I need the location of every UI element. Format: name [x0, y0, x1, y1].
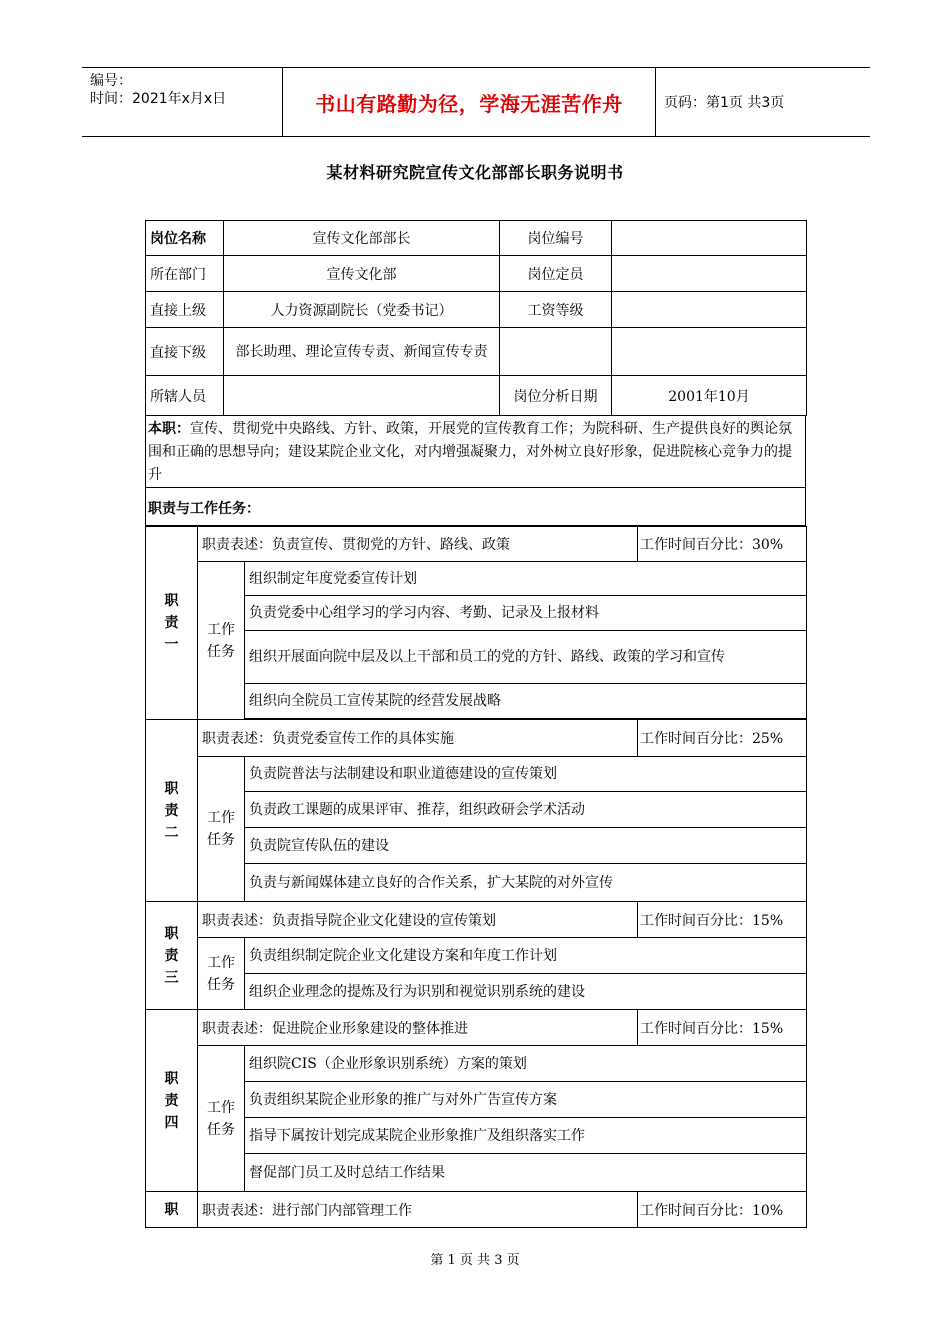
- duty-4-desc: 职责表述：促进院企业形象建设的整体推进: [198, 1010, 638, 1046]
- post-info-table: [145, 220, 807, 416]
- staffing-label: 岗位定员: [500, 256, 612, 292]
- task-item: 负责政工课题的成果评审、推荐，组织政研会学术活动: [245, 792, 807, 828]
- duty-5-name: 职: [146, 1192, 198, 1228]
- duty-1-pct: 工作时间百分比：30%: [638, 527, 807, 562]
- task-item: 负责组织某院企业形象的推广与对外广告宣传方案: [245, 1082, 807, 1118]
- core-duty-section: [145, 415, 806, 488]
- task-item: 负责院普法与法制建设和职业道德建设的宣传策划: [245, 757, 807, 792]
- page-header: [82, 67, 870, 137]
- duty-3-pct: 工作时间百分比：15%: [638, 902, 807, 938]
- header-meta: [82, 68, 282, 136]
- duty-4-task-label: 工作 任务: [198, 1046, 245, 1192]
- duty-2-name: 职 责 二: [146, 720, 198, 902]
- duty-1-desc: 职责表述：负责宣传、贯彻党的方针、路线、政策: [198, 527, 638, 562]
- subordinate-empty-cell: [500, 328, 612, 376]
- dept-label: 所在部门: [146, 256, 224, 292]
- duty-2-desc: 职责表述：负责党委宣传工作的具体实施: [198, 720, 638, 757]
- duty-1-name: 职 责 一: [146, 527, 198, 720]
- task-item: 负责党委中心组学习的学习内容、考勤、记录及上报材料: [245, 596, 807, 631]
- task-item: 指导下属按计划完成某院企业形象推广及组织落实工作: [245, 1118, 807, 1154]
- post-no-value: [612, 221, 807, 256]
- task-item: 督促部门员工及时总结工作结果: [245, 1154, 807, 1192]
- duty-5-pct: 工作时间百分比：10%: [638, 1192, 807, 1228]
- task-item: 负责组织制定院企业文化建设方案和年度工作计划: [245, 938, 807, 974]
- task-item: 负责院宣传队伍的建设: [245, 828, 807, 864]
- duty-3-desc: 职责表述：负责指导院企业文化建设的宣传策划: [198, 902, 638, 938]
- staff-label: 所辖人员: [146, 376, 224, 416]
- task-item: 组织制定年度党委宣传计划: [245, 562, 807, 596]
- duty-5-desc: 职责表述：进行部门内部管理工作: [198, 1192, 638, 1228]
- duty-row: [146, 527, 807, 562]
- core-duty-text: 宣传、贯彻党中央路线、方针、政策，开展党的宣传教育工作；为院科研、生产提供良好的舆论氛围和正确的思想导向；建设某院企业文化，对内增强凝聚力，对外树立良好形象，促进院核心竞争力的提升: [148, 421, 792, 483]
- doc-time-label: 时间：2021年x月x日: [90, 91, 227, 107]
- task-item: 组织向全院员工宣传某院的经营发展战略: [245, 684, 807, 719]
- staffing-value: [612, 256, 807, 292]
- duty-2-pct: 工作时间百分比：25%: [638, 720, 807, 757]
- subordinate-empty-cell-2: [612, 328, 807, 376]
- document-title: 某材料研究院宣传文化部部长职务说明书: [326, 163, 624, 182]
- task-item: 组织企业理念的提炼及行为识别和视觉识别系统的建设: [245, 974, 807, 1010]
- post-no-label: 岗位编号: [500, 221, 612, 256]
- task-item: 组织院CIS（企业形象识别系统）方案的策划: [245, 1046, 807, 1082]
- grade-value: [612, 292, 807, 328]
- analysis-date-label: 岗位分析日期: [500, 376, 612, 416]
- duty-4-name: 职 责 四: [146, 1010, 198, 1192]
- header-page-info: 页码：第1页 共3页: [664, 95, 785, 111]
- post-name-value: 宣传文化部部长: [224, 221, 500, 256]
- grade-label: 工资等级: [500, 292, 612, 328]
- task-item: 组织开展面向院中层及以上干部和员工的党的方针、路线、政策的学习和宣传: [245, 631, 807, 684]
- header-motto: 书山有路勤为径，学海无涯苦作舟: [282, 68, 656, 136]
- superior-value: 人力资源副院长（党委书记）: [224, 292, 500, 328]
- duties-heading: 职责与工作任务：: [145, 488, 806, 526]
- duty-1-task-label: 工作 任务: [198, 562, 245, 720]
- doc-number-label: 编号：: [90, 73, 132, 89]
- analysis-date-value: 2001年10月: [612, 376, 807, 416]
- page-footer: 第 1 页 共 3 页: [430, 1253, 520, 1268]
- duty-3-name: 职 责 三: [146, 902, 198, 1010]
- post-name-label: 岗位名称: [146, 221, 224, 256]
- subordinate-value: 部长助理、理论宣传专责、新闻宣传专责: [224, 328, 500, 376]
- superior-label: 直接上级: [146, 292, 224, 328]
- duty-4-pct: 工作时间百分比：15%: [638, 1010, 807, 1046]
- duty-3-task-label: 工作 任务: [198, 938, 245, 1010]
- core-duty-label: 本职：: [148, 421, 190, 437]
- dept-value: 宣传文化部: [224, 256, 500, 292]
- subordinate-label: 直接下级: [146, 328, 224, 376]
- duty-2-task-label: 工作 任务: [198, 757, 245, 902]
- duties-table: [145, 526, 807, 1228]
- task-item: 负责与新闻媒体建立良好的合作关系，扩大某院的对外宣传: [245, 864, 807, 902]
- staff-value: [224, 376, 500, 416]
